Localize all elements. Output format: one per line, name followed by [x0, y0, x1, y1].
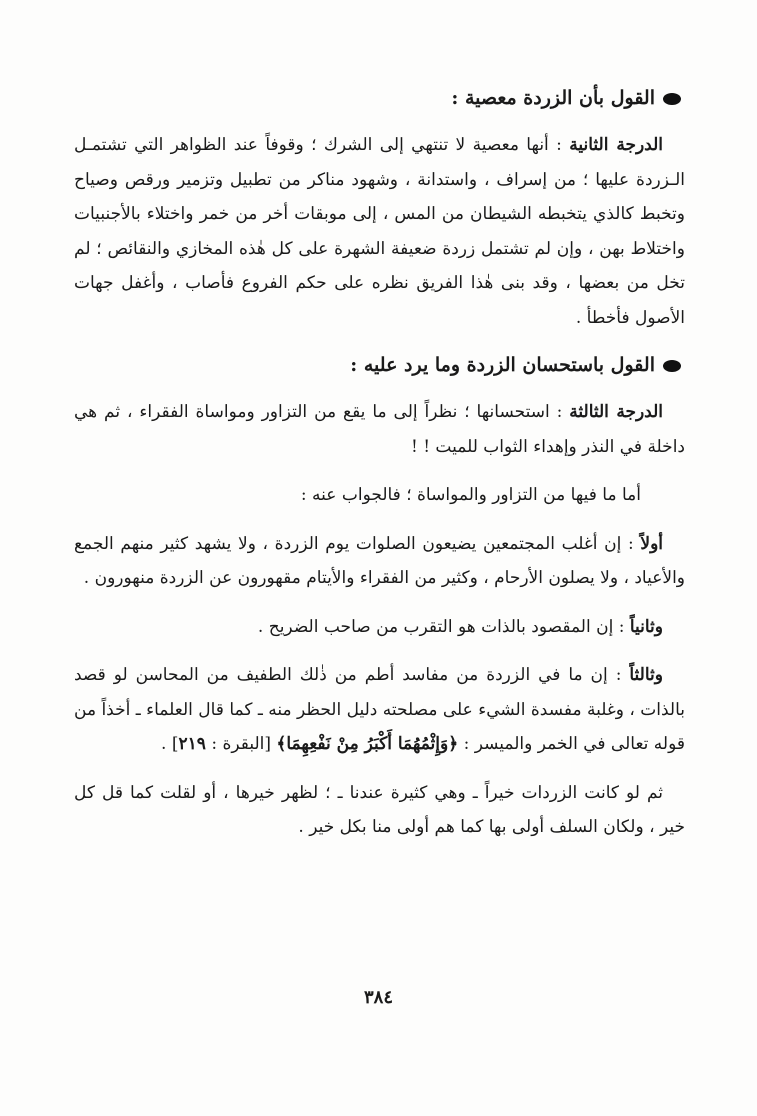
verse-reference-close: ] .	[161, 734, 179, 754]
paragraph-lead: أولاً	[640, 533, 664, 554]
quran-verse: ﴿وَإِثْمُهُمَا أَكْبَرُ مِنْ نَفْعِهِمَا﴾	[276, 734, 459, 754]
page-number: ٣٨٤	[363, 987, 393, 1008]
page-body	[74, 82, 685, 859]
paragraph-answer-intro: أما ما فيها من التزاور والمواساة ؛ فالجواب عنه :	[300, 485, 641, 505]
paragraph-second-point: وثانياً : إن المقصود بالذات هو التقرب من صاحب الضريح .	[257, 616, 663, 637]
paragraph-lead: الدرجة الثانية	[569, 135, 664, 155]
paragraph-third-point: وثالثاً : إن ما في الزردة من مفاسد أطم من ذٰلك الطفيف من المحاسن لو قصد بالذات ، وغلبة مفسدة الشيء على مصلحته دليل الحظر منه ـ كما قال العلماء ـ أخذاً من قوله تعالى في الخمر والميسر : ﴿وَإِثْمُهُمَا أَكْبَرُ مِنْ نَفْعِهِمَا﴾ [البقرة : ٢١٩] .	[74, 665, 685, 754]
verse-reference-open: [البقرة :	[211, 734, 271, 754]
section-heading-disobedience: القول بأن الزردة معصية :	[74, 82, 685, 114]
bullet-icon	[663, 360, 681, 372]
paragraph-conclusion: ثم لو كانت الزردات خيراً ـ وهي كثيرة عندنا ـ ؛ لظهر خيرها ، أو لقلت كما قل كل خير ، ولكان السلف أولى بها كما هم أولى منا بكل خير .	[74, 782, 685, 837]
paragraph-third-degree: الدرجة الثالثة : استحسانها ؛ نظراً إلى ما يقع من التزاور ومواساة الفقراء ، ثم هي داخلة في النذر وإهداء الثواب للميت ! !	[74, 402, 685, 457]
paragraph-first-point: أولاً : إن أغلب المجتمعين يضيعون الصلوات يوم الزردة ، ولا يشهد كثير منهم الجمع والأعياد ، ولا يصلون الأرحام ، وكثير من الفقراء والأيتام مقهورون عن الزردة منهورون .	[74, 533, 685, 588]
paragraph-lead: وثانياً	[629, 616, 663, 637]
verse-reference-number: ٢١٩	[178, 734, 206, 754]
paragraph-lead: الدرجة الثالثة	[569, 402, 663, 422]
paragraph-lead: وثالثاً	[629, 665, 663, 685]
section-heading-approval: القول باستحسان الزردة وما يرد عليه :	[74, 349, 685, 381]
paragraph-second-degree: الدرجة الثانية : أنها معصية لا تنتهي إلى الشرك ؛ وقوفاً عند الظواهر التي تشتمـل الـزردة عليها ؛ من إسراف ، واستدانة ، وشهود مناكر من تطبيل وتزمير ورقص وصياح وتخبط كالذي يتخبطه الشيطان من المس ، إلى موبقات أخر من خمر واختلاء بالأجنبيات واختلاط بهن ، وإن لم تشتمل زردة ضعيفة الشهرة على كل هٰذه المخازي والنقائص ؛ لم تخل من بعضها ، وقد بنى هٰذا الفريق نظره على حكم الفروع فأصاب ، وأغفل جهات الأصول فأخطأ .	[74, 135, 685, 328]
bullet-icon	[663, 93, 681, 105]
